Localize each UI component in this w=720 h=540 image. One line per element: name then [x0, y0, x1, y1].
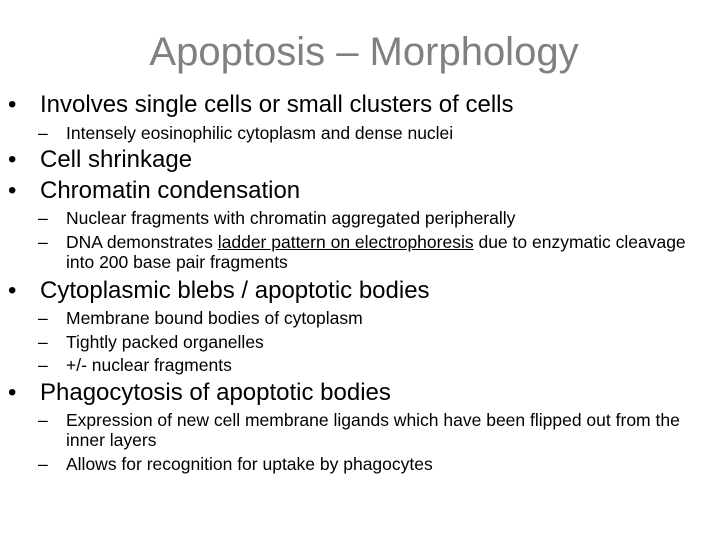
bullet-marker: • — [8, 91, 17, 118]
dash-marker: – — [38, 355, 48, 375]
bullet-text: Cell shrinkage — [40, 146, 193, 173]
bullet-text: Chromatin condensation — [40, 177, 301, 204]
bullet-item — [8, 91, 514, 119]
dash-marker: – — [38, 454, 48, 474]
bullet-marker: • — [8, 379, 17, 406]
sub-bullet-item — [38, 308, 638, 328]
dash-marker: – — [38, 332, 48, 352]
sub-bullet-text: Tightly packed organelles — [66, 332, 264, 352]
sub-bullet-item — [38, 355, 638, 375]
bullet-marker: • — [8, 277, 17, 304]
sub-bullet-item — [38, 454, 678, 474]
sub-bullet-text — [66, 232, 702, 272]
bullet-marker: • — [8, 177, 17, 204]
sub-bullet-item — [38, 208, 678, 228]
bullet-text: Phagocytosis of apoptotic bodies — [40, 379, 391, 406]
underlined-phrase: ladder pattern on electrophoresis — [217, 232, 474, 252]
sub-bullet-text: +/- nuclear fragments — [66, 355, 232, 375]
sub-bullet-text: Membrane bound bodies of cytoplasm — [66, 308, 363, 328]
sub-bullet-item — [38, 232, 702, 272]
bullet-item — [8, 277, 430, 305]
bullet-item — [8, 177, 300, 205]
bullet-item — [8, 379, 391, 407]
sub-bullet-text: Expression of new cell membrane ligands which have been flipped out from the inner layers — [66, 410, 680, 450]
sub-bullet-text: Intensely eosinophilic cytoplasm and dense nuclei — [66, 123, 454, 143]
sub-bullet-item — [38, 332, 638, 352]
dash-marker: – — [38, 208, 48, 228]
bullet-text: Cytoplasmic blebs / apoptotic bodies — [40, 277, 430, 304]
sub-bullet-item — [38, 410, 702, 450]
dash-marker: – — [38, 410, 48, 430]
sub-bullet-text: Nuclear fragments with chromatin aggregated peripherally — [66, 208, 516, 228]
dash-marker: – — [38, 308, 48, 328]
sub-bullet-text-pre: DNA demonstrates — [66, 232, 218, 252]
sub-bullet-text-post: due to enzymatic cleavage into 200 base pair fragments — [66, 232, 686, 272]
dash-marker: – — [38, 123, 48, 143]
sub-bullet-item — [38, 123, 598, 143]
slide-title: Apoptosis – Morphology — [149, 30, 579, 74]
sub-bullet-text: Allows for recognition for uptake by phagocytes — [66, 454, 433, 474]
bullet-marker: • — [8, 146, 17, 173]
bullet-item — [8, 146, 192, 174]
dash-marker: – — [38, 232, 48, 252]
bullet-text: Involves single cells or small clusters of cells — [40, 91, 514, 118]
